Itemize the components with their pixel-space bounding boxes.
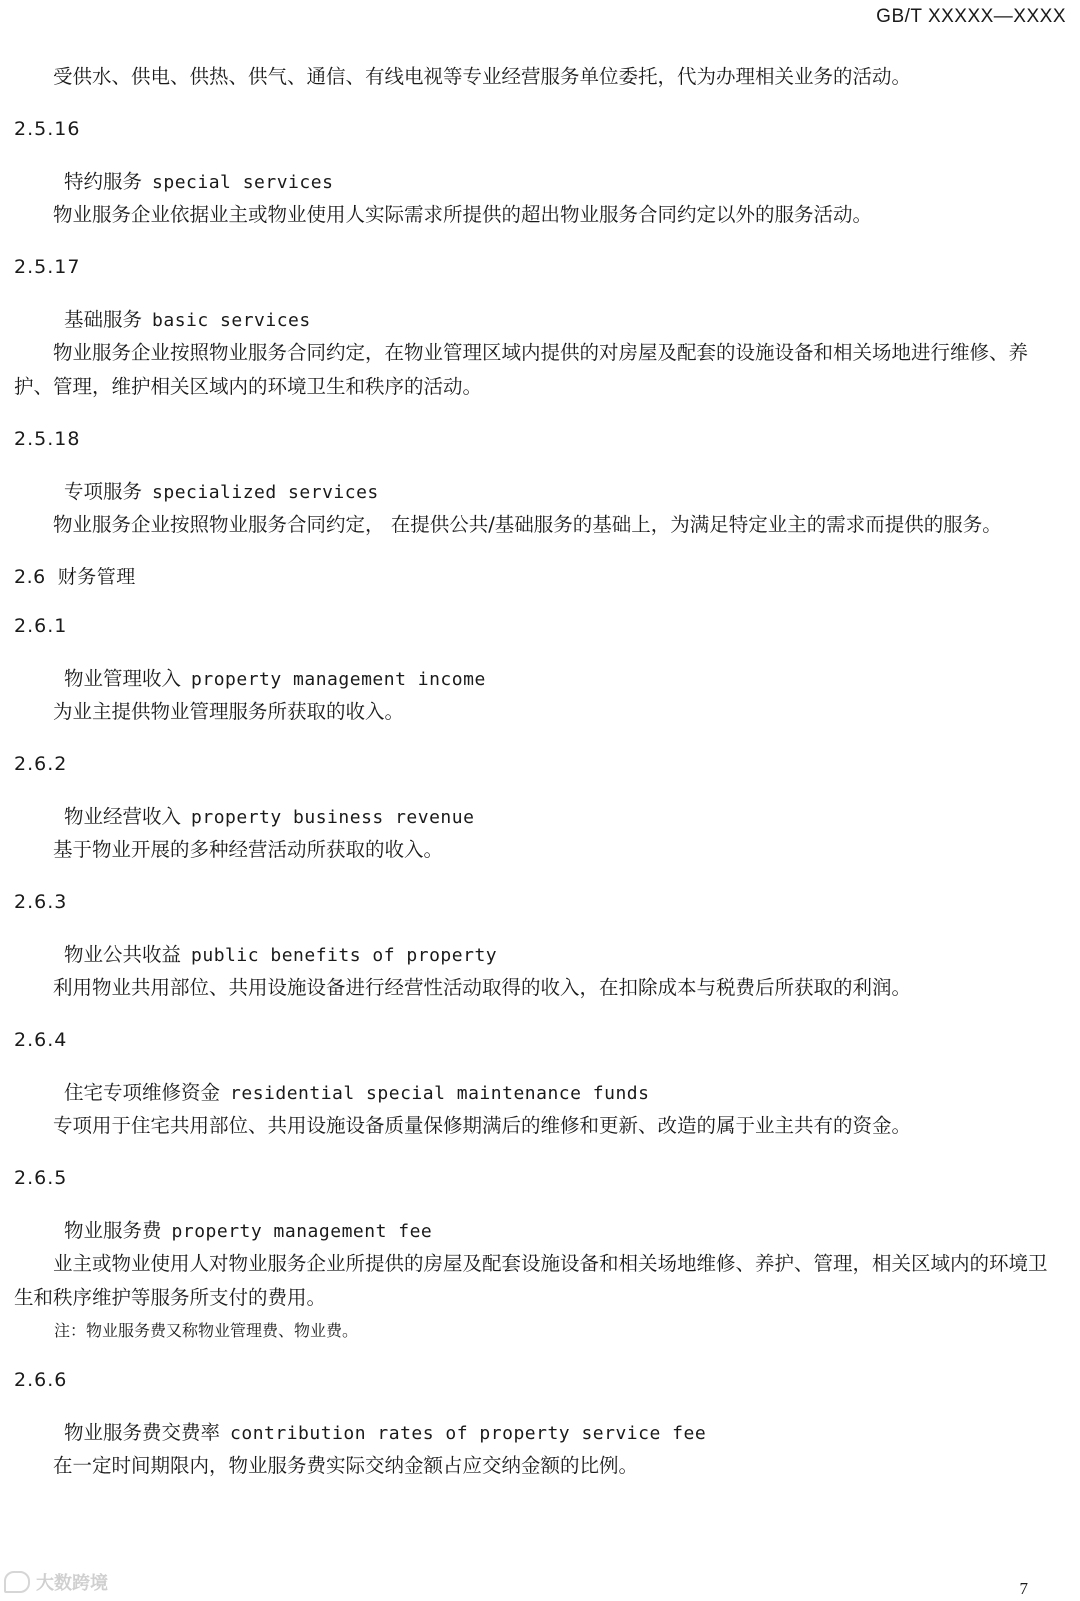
term-chinese: 基础服务 <box>64 308 143 331</box>
term-english: basic services <box>152 310 311 331</box>
term-chinese: 物业经营收入 <box>64 805 182 828</box>
speech-bubble-icon <box>4 1571 30 1593</box>
term-definition: 专项用于住宅共用部位、共用设施设备质量保修期满后的维修和更新、改造的属于业主共有的资金。 <box>53 1114 912 1137</box>
term-english: special services <box>152 172 334 193</box>
term-english: residential special maintenance funds <box>230 1083 650 1104</box>
term-chinese: 专项服务 <box>64 480 143 503</box>
section-number: 2.6 <box>14 566 46 588</box>
term-definition: 物业服务企业按照物业服务合同约定， 在提供公共/基础服务的基础上，为满足特定业主的需求而提供的服务。 <box>53 513 1002 536</box>
term-entry <box>64 1078 1066 1109</box>
watermark <box>4 1569 108 1595</box>
clause-2-5-16 <box>14 115 1066 232</box>
term-entry <box>64 167 1066 198</box>
clause-2-5-18 <box>14 425 1066 542</box>
term-entry <box>64 940 1066 971</box>
document-body <box>14 60 1066 1483</box>
clause-2-6-3 <box>14 888 1066 1005</box>
term-chinese: 住宅专项维修资金 <box>64 1081 221 1104</box>
clause-number: 2.5.16 <box>14 118 81 140</box>
term-english: property business revenue <box>191 807 475 828</box>
term-chinese: 物业服务费交费率 <box>64 1421 221 1444</box>
term-english: contribution rates of property service fee <box>230 1423 707 1444</box>
clause-2-5-17 <box>14 253 1066 404</box>
clause-number: 2.6.1 <box>14 615 68 637</box>
clause-number: 2.5.18 <box>14 428 81 450</box>
term-entry <box>64 664 1066 695</box>
watermark-text: 大数跨境 <box>36 1573 108 1594</box>
section-heading <box>14 563 1066 591</box>
term-definition: 物业服务企业按照物业服务合同约定，在物业管理区域内提供的对房屋及配套的设施设备和相关场地进行维修、养护、管理，维护相关区域内的环境卫生和秩序的活动。 <box>14 341 1029 398</box>
term-definition: 业主或物业使用人对物业服务企业所提供的房屋及配套设施设备和相关场地维修、养护、管理，相关区域内的环境卫生和秩序维护等服务所支付的费用。 <box>14 1252 1048 1309</box>
term-english: specialized services <box>152 482 379 503</box>
page-number: 7 <box>1019 1579 1028 1598</box>
term-entry <box>64 1216 1066 1247</box>
term-definition: 基于物业开展的多种经营活动所获取的收入。 <box>53 838 444 861</box>
section-title: 财务管理 <box>57 566 136 588</box>
clause-number: 2.6.2 <box>14 753 68 775</box>
term-definition: 在一定时间期限内，物业服务费实际交纳金额占应交纳金额的比例。 <box>53 1454 639 1477</box>
clause-2-6-1 <box>14 612 1066 729</box>
term-english: property management fee <box>171 1221 433 1242</box>
clause-number: 2.6.3 <box>14 891 68 913</box>
term-english: public benefits of property <box>191 945 498 966</box>
term-chinese: 物业公共收益 <box>64 943 182 966</box>
term-entry <box>64 1418 1066 1449</box>
term-note: 注：物业服务费又称物业管理费、物业费。 <box>54 1321 359 1340</box>
term-entry <box>64 477 1066 508</box>
clause-2-6-2 <box>14 750 1066 867</box>
clause-2-6-6 <box>14 1366 1066 1483</box>
document-code: GB/T XXXXX—XXXX <box>876 6 1066 27</box>
clause-number: 2.6.4 <box>14 1029 68 1051</box>
term-chinese: 特约服务 <box>64 170 143 193</box>
clause-number: 2.6.6 <box>14 1369 68 1391</box>
clause-number: 2.5.17 <box>14 256 81 278</box>
term-entry <box>64 802 1066 833</box>
term-definition: 利用物业共用部位、共用设施设备进行经营性活动取得的收入，在扣除成本与税费后所获取的利润。 <box>53 976 912 999</box>
term-definition: 为业主提供物业管理服务所获取的收入。 <box>53 700 405 723</box>
clause-2-6-5 <box>14 1164 1066 1345</box>
term-english: property management income <box>191 669 486 690</box>
clause-2-6-4 <box>14 1026 1066 1143</box>
term-chinese: 物业服务费 <box>64 1219 162 1242</box>
continued-definition: 受供水、供电、供热、供气、通信、有线电视等专业经营服务单位委托，代为办理相关业务的活动。 <box>53 65 912 88</box>
clause-number: 2.6.5 <box>14 1167 68 1189</box>
term-definition: 物业服务企业依据业主或物业使用人实际需求所提供的超出物业服务合同约定以外的服务活动。 <box>53 203 873 226</box>
term-entry <box>64 305 1066 336</box>
term-chinese: 物业管理收入 <box>64 667 182 690</box>
